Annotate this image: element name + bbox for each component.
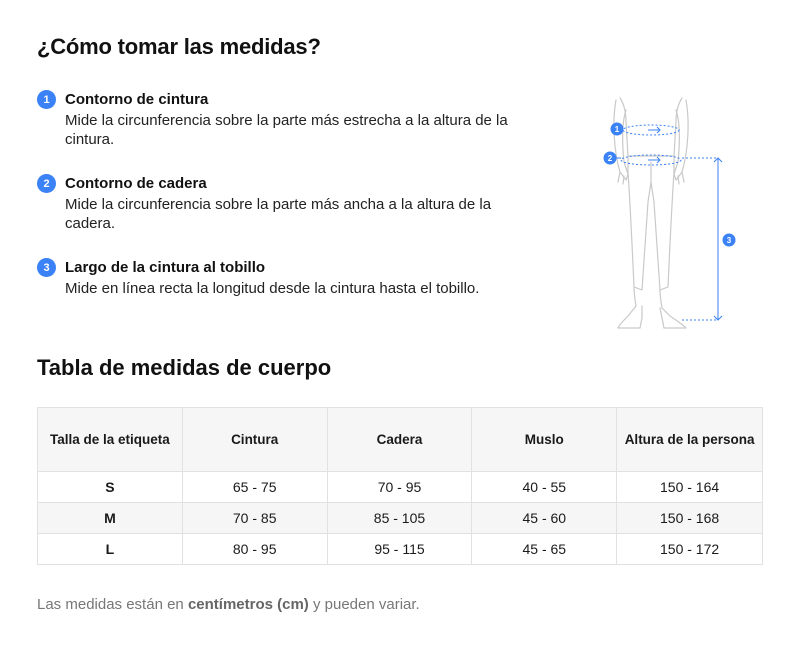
header-height: Altura de la persona: [617, 408, 763, 472]
step-title: Contorno de cintura: [65, 91, 209, 108]
units-footnote: [37, 596, 420, 613]
thigh-value: 45 - 60: [472, 503, 617, 534]
waist-value: 80 - 95: [182, 534, 327, 565]
marker-3: 3: [726, 236, 732, 245]
page-title: ¿Cómo tomar las medidas?: [37, 34, 321, 59]
step-waist-to-ankle: [37, 258, 537, 298]
table-header-row: [38, 408, 763, 472]
marker-2: 2: [607, 154, 613, 163]
height-value: 150 - 164: [617, 472, 763, 503]
waist-value: 70 - 85: [182, 503, 327, 534]
measurement-steps: [37, 90, 537, 323]
height-value: 150 - 172: [617, 534, 763, 565]
step-description: Mide en línea recta la longitud desde la cintura hasta el tobillo.: [65, 280, 480, 297]
size-label: M: [38, 503, 183, 534]
size-table-title: Tabla de medidas de cuerpo: [37, 355, 332, 380]
size-table: [37, 407, 763, 565]
header-hip: Cadera: [327, 408, 472, 472]
step-title: Contorno de cadera: [65, 175, 207, 192]
waist-value: 65 - 75: [182, 472, 327, 503]
size-label: L: [38, 534, 183, 565]
size-label: S: [38, 472, 183, 503]
step-hip: [37, 174, 537, 233]
header-size-label: Talla de la etiqueta: [38, 408, 183, 472]
step-number-badge: 2: [37, 174, 56, 193]
table-row: [38, 503, 763, 534]
footnote-text: Las medidas están en: [37, 596, 188, 613]
thigh-value: 40 - 55: [472, 472, 617, 503]
table-row: [38, 534, 763, 565]
table-row: [38, 472, 763, 503]
footnote-unit: centímetros (cm): [187, 596, 309, 613]
step-description: Mide la circunferencia sobre la parte más estrecha a la altura de la cintura.: [65, 112, 508, 148]
height-value: 150 - 168: [617, 503, 763, 534]
header-waist: Cintura: [182, 408, 327, 472]
hip-value: 70 - 95: [327, 472, 472, 503]
step-title: Largo de la cintura al tobillo: [65, 259, 266, 276]
body-measurement-illustration: [598, 92, 748, 337]
hip-value: 85 - 105: [327, 503, 472, 534]
step-number-badge: 1: [37, 90, 56, 109]
hip-value: 95 - 115: [327, 534, 472, 565]
step-waist: [37, 90, 537, 149]
thigh-value: 45 - 65: [472, 534, 617, 565]
footnote-text-end: y pueden variar.: [308, 596, 420, 613]
step-number-badge: 3: [37, 258, 56, 277]
header-thigh: Muslo: [472, 408, 617, 472]
step-description: Mide la circunferencia sobre la parte más ancha a la altura de la cadera.: [65, 196, 492, 232]
marker-1: 1: [614, 125, 620, 134]
